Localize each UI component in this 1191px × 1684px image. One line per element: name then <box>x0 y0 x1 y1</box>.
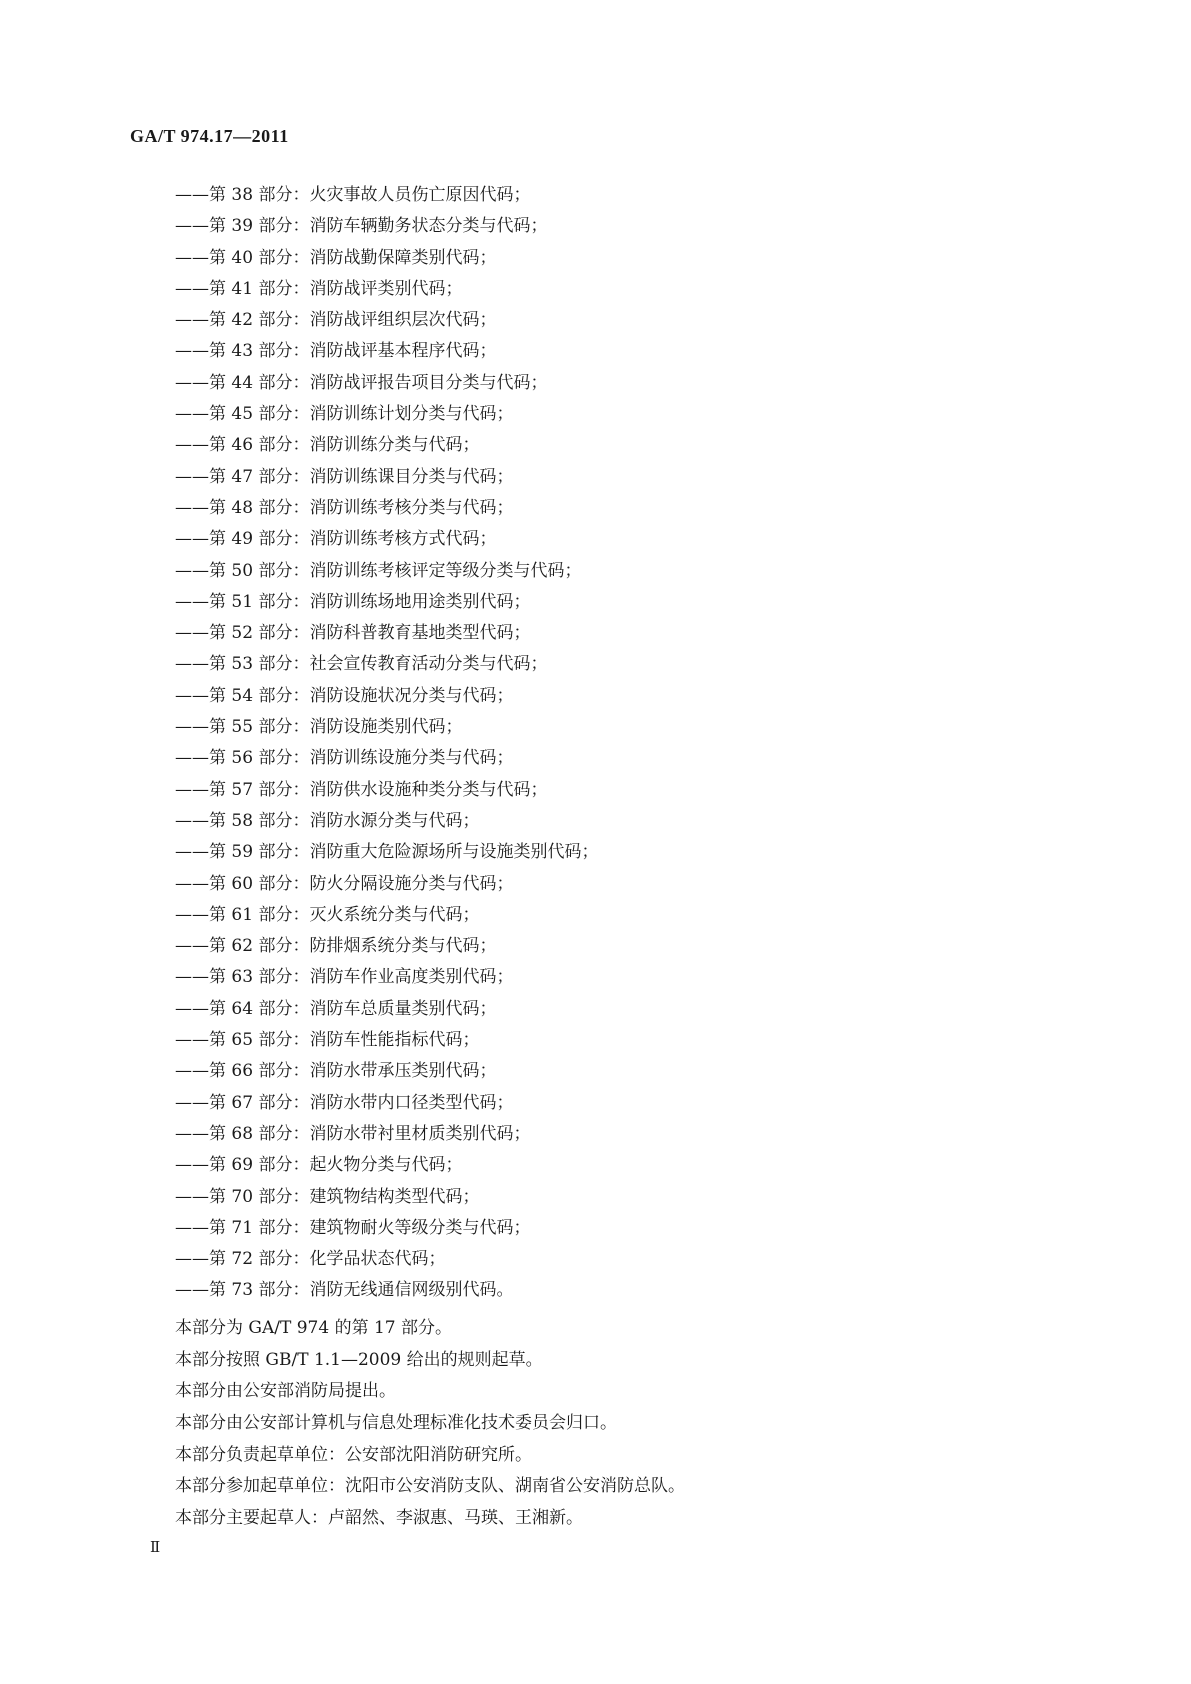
list-item: ——第 62 部分：防排烟系统分类与代码； <box>175 936 497 957</box>
paragraph: 本部分由公安部计算机与信息处理标准化技术委员会归口。 <box>175 1413 617 1434</box>
list-item: ——第 69 部分：起火物分类与代码； <box>175 1155 463 1176</box>
paragraph: 本部分为 GA/T 974 的第 17 部分。 <box>175 1318 453 1338</box>
list-item: ——第 53 部分：社会宣传教育活动分类与代码； <box>175 654 548 675</box>
paragraph: 本部分参加起草单位：沈阳市公安消防支队、湖南省公安消防总队。 <box>175 1476 685 1497</box>
list-item: ——第 38 部分：火灾事故人员伤亡原因代码； <box>175 185 531 205</box>
foreword-paragraphs <box>175 1313 685 1535</box>
list-item: ——第 61 部分：灭火系统分类与代码； <box>175 904 480 925</box>
list-item: ——第 65 部分：消防车性能指标代码； <box>175 1030 480 1051</box>
list-item: ——第 42 部分：消防战评组织层次代码； <box>175 310 497 331</box>
paragraph: 本部分主要起草人：卢韶然、李淑惠、马瑛、王湘新。 <box>175 1508 583 1529</box>
list-item: ——第 64 部分：消防车总质量类别代码； <box>175 998 497 1019</box>
list-item: ——第 58 部分：消防水源分类与代码； <box>175 810 480 831</box>
list-item: ——第 66 部分：消防水带承压类别代码； <box>175 1061 497 1082</box>
parts-list <box>175 180 598 1307</box>
list-item: ——第 55 部分：消防设施类别代码； <box>175 717 463 738</box>
list-item: ——第 67 部分：消防水带内口径类型代码； <box>175 1092 514 1113</box>
list-item: ——第 44 部分：消防战评报告项目分类与代码； <box>175 372 548 393</box>
list-item: ——第 39 部分：消防车辆勤务状态分类与代码； <box>175 216 548 237</box>
list-item: ——第 47 部分：消防训练课目分类与代码； <box>175 466 514 487</box>
list-item: ——第 72 部分：化学品状态代码； <box>175 1249 446 1270</box>
paragraph: 本部分负责起草单位：公安部沈阳消防研究所。 <box>175 1444 532 1465</box>
page-number: Ⅱ <box>150 1540 162 1556</box>
list-item: ——第 43 部分：消防战评基本程序代码； <box>175 341 497 362</box>
list-item: ——第 54 部分：消防设施状况分类与代码； <box>175 685 514 706</box>
list-item: ——第 40 部分：消防战勤保障类别代码； <box>175 247 497 268</box>
list-item: ——第 68 部分：消防水带衬里材质类别代码； <box>175 1123 531 1144</box>
list-item: ——第 73 部分：消防无线通信网级别代码。 <box>175 1280 514 1301</box>
list-item: ——第 52 部分：消防科普教育基地类型代码； <box>175 623 531 644</box>
list-item: ——第 56 部分：消防训练设施分类与代码； <box>175 748 514 769</box>
list-item: ——第 59 部分：消防重大危险源场所与设施类别代码； <box>175 842 599 863</box>
paragraph: 本部分由公安部消防局提出。 <box>175 1381 396 1402</box>
list-item: ——第 57 部分：消防供水设施种类分类与代码； <box>175 779 548 800</box>
list-item: ——第 50 部分：消防训练考核评定等级分类与代码； <box>175 560 582 581</box>
list-item: ——第 51 部分：消防训练场地用途类别代码； <box>175 591 531 612</box>
list-item: ——第 71 部分：建筑物耐火等级分类与代码； <box>175 1217 531 1238</box>
list-item: ——第 70 部分：建筑物结构类型代码； <box>175 1186 480 1207</box>
list-item: ——第 60 部分：防火分隔设施分类与代码； <box>175 873 514 894</box>
list-item: ——第 46 部分：消防训练分类与代码； <box>175 435 480 456</box>
paragraph: 本部分按照 GB/T 1.1—2009 给出的规则起草。 <box>175 1349 543 1370</box>
list-item: ——第 41 部分：消防战评类别代码； <box>175 278 463 299</box>
list-item: ——第 49 部分：消防训练考核方式代码； <box>175 529 497 550</box>
list-item: ——第 63 部分：消防车作业高度类别代码； <box>175 967 514 988</box>
list-item: ——第 45 部分：消防训练计划分类与代码； <box>175 404 514 425</box>
list-item: ——第 48 部分：消防训练考核分类与代码； <box>175 497 514 518</box>
standard-id-header: GA/T 974.17—2011 <box>130 126 289 146</box>
